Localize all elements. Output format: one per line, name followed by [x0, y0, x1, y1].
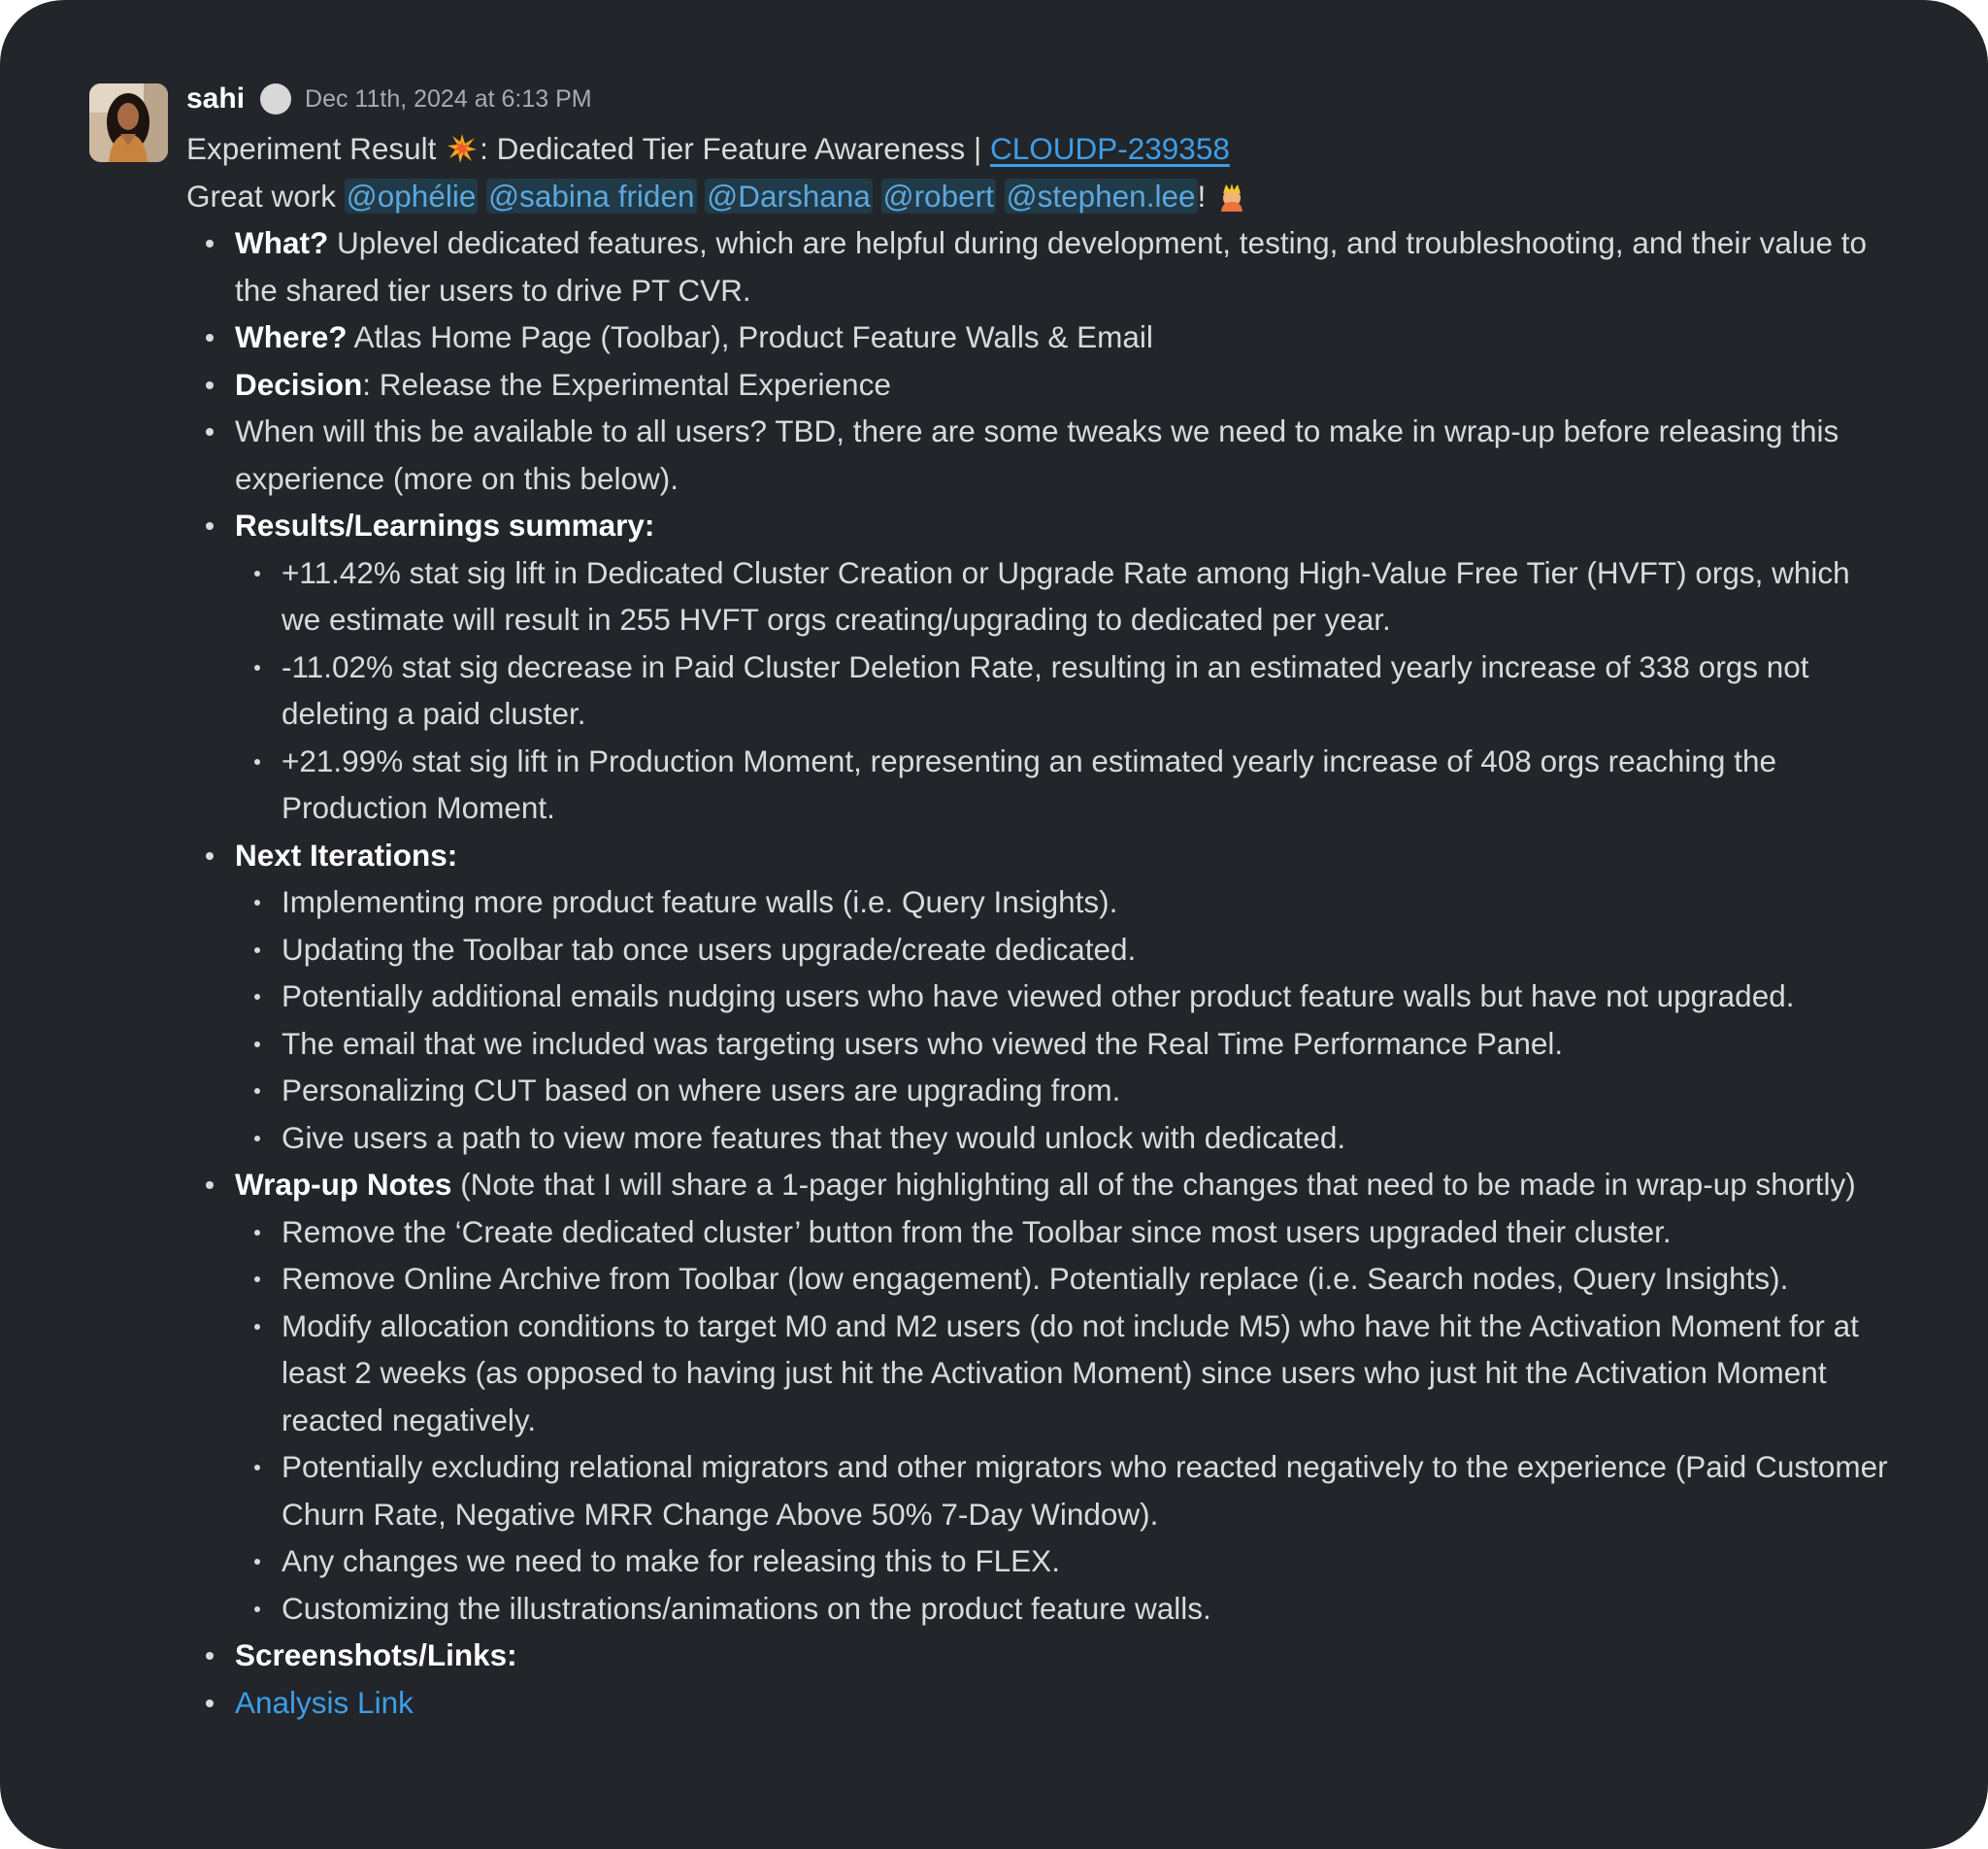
- list-item-wrap-up: Wrap-up Notes (Note that I will share a 1-pager highlighting all of the changes that need to be made in wrap-up shortly) Remove the ‘Create dedicated cluster’ button from the Toolbar since most users upgraded their cluster. Remove Online Archive from Toolbar (low engagement). Potentially replace (i.e. Search nodes, Query Insights). Modify allocation conditions to target M0 and M2 users (do not include M5) who have hit the Activation Moment for at least 2 weeks (as opposed to having just hit the Activation Moment) since users who just hit the Activation Moment reacted negatively. Potentially excluding relational migrators and other migrators who reacted negatively to the experience (Paid Customer Churn Rate, Negative MRR Change Above 50% 7-Day Window). Any changes we need to make for releasing this to FLEX. Customizing the illustrations/animations on the product feature walls.: [186, 1161, 1895, 1632]
- list-item: Updating the Toolbar tab once users upgrade/create dedicated.: [235, 926, 1895, 974]
- list-item: -11.02% stat sig decrease in Paid Cluster Deletion Rate, resulting in an estimated yearly increase of 338 orgs not deleting a paid cluster.: [235, 644, 1895, 738]
- list-item: The email that we included was targeting users who viewed the Real Time Performance Panel.: [235, 1020, 1895, 1068]
- list-item: Modify allocation conditions to target M0 and M2 users (do not include M5) who have hit the Activation Moment for at least 2 weeks (as opposed to having just hit the Activation Moment) since users who just hit the Activation Moment reacted negatively.: [235, 1303, 1895, 1444]
- list-item: Remove the ‘Create dedicated cluster’ button from the Toolbar since most users upgraded their cluster.: [235, 1208, 1895, 1256]
- list-item: Implementing more product feature walls (i.e. Query Insights).: [235, 878, 1895, 926]
- crown-person-icon: [1216, 181, 1247, 212]
- list-item-analysis-link: [186, 1679, 1895, 1727]
- next-iterations-list: [235, 878, 1895, 1161]
- mention-ophelie[interactable]: @ophélie: [346, 178, 477, 214]
- list-item: Remove Online Archive from Toolbar (low engagement). Potentially replace (i.e. Search nodes, Query Insights).: [235, 1255, 1895, 1303]
- list-item: Potentially additional emails nudging users who have viewed other product feature walls but have not upgraded.: [235, 973, 1895, 1020]
- ticket-link[interactable]: CLOUDP-239358: [989, 131, 1230, 166]
- message-header: [186, 76, 592, 122]
- mention-darshana[interactable]: @Darshana: [707, 178, 871, 214]
- list-item: Give users a path to view more features that they would unlock with dedicated.: [235, 1114, 1895, 1162]
- list-item-what: What? Uplevel dedicated features, which are helpful during development, testing, and troubleshooting, and their value to the shared tier users to drive PT CVR.: [186, 219, 1895, 314]
- mention-robert[interactable]: @robert: [882, 178, 994, 214]
- list-item: Potentially excluding relational migrators and other migrators who reacted negatively to the experience (Paid Customer Churn Rate, Negative MRR Change Above 50% 7-Day Window).: [235, 1443, 1895, 1537]
- results-list: [235, 549, 1895, 832]
- list-item-decision: Decision: Release the Experimental Experience: [186, 361, 1895, 409]
- list-item: +21.99% stat sig lift in Production Moment, representing an estimated yearly increase of 408 orgs reaching the Production Moment.: [235, 738, 1895, 832]
- list-item: Customizing the illustrations/animations on the product feature walls.: [235, 1585, 1895, 1633]
- list-item-where: Where? Atlas Home Page (Toolbar), Product Feature Walls & Email: [186, 314, 1895, 361]
- avatar-image: [89, 83, 168, 162]
- analysis-link[interactable]: Analysis Link: [235, 1684, 414, 1720]
- list-item: +11.42% stat sig lift in Dedicated Cluster Creation or Upgrade Rate among High-Value Free Tier (HVFT) orgs, which we estimate will result in 255 HVFT orgs creating/upgrading to dedicated per year.: [235, 549, 1895, 644]
- list-item: Any changes we need to make for releasing this to FLEX.: [235, 1537, 1895, 1585]
- list-item-availability: When will this be available to all users? TBD, there are some tweaks we need to make in wrap-up before releasing this experience (more on this below).: [186, 408, 1895, 502]
- list-item-results: Results/Learnings summary: +11.42% stat sig lift in Dedicated Cluster Creation or Upgrade Rate among High-Value Free Tier (HVFT) orgs, which we estimate will result in 255 HVFT orgs creating/upgrading to dedicated per year. -11.02% stat sig decrease in Paid Cluster Deletion Rate, resulting in an estimated yearly increase of 338 orgs not deleting a paid cluster. +21.99% stat sig lift in Production Moment, representing an estimated yearly increase of 408 orgs reaching the Production Moment.: [186, 502, 1895, 832]
- avatar[interactable]: [89, 83, 168, 162]
- presence-icon: [260, 83, 291, 115]
- greeting-line: Great work @ophélie @sabina friden @Darshana @robert @stephen.lee!: [186, 173, 1895, 220]
- message-body: [186, 125, 1895, 1726]
- message-title: Experiment Result : Dedicated Tier Feature Awareness | CLOUDP-239358: [186, 131, 1230, 166]
- list-item: Personalizing CUT based on where users are upgrading from.: [235, 1067, 1895, 1114]
- list-item-screenshots: Screenshots/Links:: [186, 1632, 1895, 1679]
- collision-icon: [447, 133, 478, 164]
- list-item-next-iterations: Next Iterations: Implementing more product feature walls (i.e. Query Insights). Updating the Toolbar tab once users upgrade/create dedicated. Potentially additional emails nudging users who have viewed other product feature walls but have not upgraded. The email that we included was targeting users who viewed the Real Time Performance Panel. Personalizing CUT based on where users are upgrading from. Give users a path to view more features that they would unlock with dedicated.: [186, 832, 1895, 1162]
- timestamp[interactable]: Dec 11th, 2024 at 6:13 PM: [305, 84, 592, 113]
- mention-stephen[interactable]: @stephen.lee: [1006, 178, 1196, 214]
- wrap-up-list: [235, 1208, 1895, 1633]
- summary-list: [186, 219, 1895, 1726]
- mention-sabina[interactable]: @sabina friden: [488, 178, 695, 214]
- username[interactable]: sahi: [186, 83, 246, 115]
